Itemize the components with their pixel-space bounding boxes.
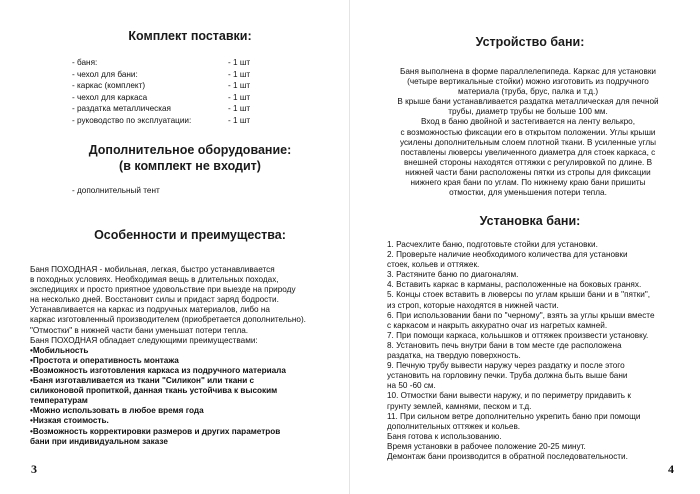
features-line: каркас изготовленный производителем (приобретается дополнительно).: [30, 315, 306, 325]
features-text: [30, 265, 335, 447]
advantage-line: •Простота и оперативность монтажа: [30, 355, 179, 365]
features-line: Баня ПОХОДНАЯ - мобильная, легкая, быстро устанавливается: [30, 265, 275, 274]
kit-item-name: - каркас (комплект): [72, 81, 146, 91]
install-line: 2. Проверьте наличие необходимого количества для установки: [387, 250, 628, 260]
kit-item-qty: - 1 шт: [228, 104, 251, 114]
advantage-line: •Возможность изготовления каркаса из подручного материала: [30, 365, 286, 375]
install-line: из строп, которые находятся в нижней части.: [387, 300, 559, 310]
page-number-left: 3: [31, 462, 37, 476]
advantage-line: температурам: [30, 396, 88, 406]
advantage-line: •Мобильность: [30, 345, 89, 355]
device-line: нижнего края бани по углам. По нижнему краю бани пришиты: [410, 178, 646, 188]
install-line: Баня готова к использованию.: [387, 431, 502, 441]
extra-equipment-title: [70, 142, 310, 174]
kit-item-qty: - 1 шт: [228, 92, 251, 102]
kit-item-qty: - 1 шт: [228, 69, 251, 79]
install-line: Демонтаж бани производится в обратной последовательности.: [387, 451, 628, 461]
device-line: с возможностью фиксации его в открытом положении. Углы крыши: [400, 127, 656, 137]
install-line: 7. При помощи каркаса, кольышков и оттяжек произвести установку.: [387, 330, 649, 340]
kit-item-name: - чехол для каркаса: [72, 92, 148, 102]
install-title: Установка бани:: [479, 214, 581, 228]
install-line: 4. Вставить каркас в карманы, расположенные на боковых гранях.: [387, 280, 642, 290]
install-line: Время установки в рабочее положение 20-25 минут.: [387, 441, 586, 451]
advantage-line: силиконовой пропиткой, данная ткань устойчива к высоким: [30, 386, 278, 396]
features-line: в походных условиях. Необходимая вещь в длительных походах,: [30, 275, 279, 285]
device-line: В крыше бани устанавливается раздатка металлическая для печной: [397, 97, 659, 107]
device-text: [378, 67, 678, 198]
install-line: стоек, кольев и оттяжек.: [387, 260, 480, 270]
extra-title-line1: Дополнительное оборудование:: [88, 143, 292, 157]
extra-title-line2: (в комплект не входит): [119, 159, 261, 173]
device-line: нижней части бани расположены пятки из стропы для фиксации: [405, 167, 651, 177]
device-line: Баня выполнена в форме параллелепипеда. Каркас для установки: [400, 67, 656, 76]
extra-item: - дополнительный тент: [72, 186, 160, 195]
device-line: Вход в баню двойной и застегивается на ленту велькро,: [420, 117, 636, 127]
install-line: установить на горловину печки. Труба должна быть выше бани: [387, 371, 628, 381]
kit-list: [72, 57, 342, 127]
install-line: грунту землей, камнями, песком и т.д.: [387, 401, 532, 411]
advantage-line: •Возможность корректировки размеров и других параметров: [30, 426, 281, 436]
install-line: 9. Печную трубу вывести наружу через раздатку и после этого: [387, 361, 625, 371]
kit-item-name: - раздатка металлическая: [72, 104, 171, 114]
kit-item: [72, 103, 342, 115]
kit-item: [72, 115, 342, 127]
install-line: 8. Установить печь внутри бани в том месте где расположена: [387, 340, 622, 350]
install-line: на 50 -60 см.: [387, 381, 436, 391]
advantage-line: •Баня изготавливается из ткани "Силикон" или ткани с: [30, 376, 255, 386]
device-line: усилены дополнительным слоем плотной ткани. В усиленные углы: [399, 137, 657, 147]
features-title: Особенности и преимущества:: [94, 228, 286, 242]
install-line: с каркасом и накрыть аккуратно очаг из нагретых камней.: [387, 320, 608, 330]
install-line: 10. Отмостки бани вывести наружу, и по периметру придавить к: [387, 391, 631, 401]
install-line: 5. Концы стоек вставить в люверсы по углам крыши бани и в "пятки",: [387, 290, 651, 300]
device-title: Устройство бани:: [475, 35, 585, 49]
kit-item: [72, 69, 342, 81]
kit-item-qty: - 1 шт: [228, 58, 251, 67]
features-line: Баня ПОХОДНАЯ обладает следующими преимуществами:: [30, 335, 258, 345]
kit-item: [72, 92, 342, 104]
device-line: материала (труба, брус, палка и т.д.): [457, 87, 599, 97]
advantage-line: •Низкая стоимость.: [30, 416, 109, 426]
kit-item: [72, 80, 342, 92]
install-steps: [387, 240, 687, 462]
install-line: раздатка, на твердую поверхность.: [387, 351, 521, 361]
device-line: отмостки, для уменьшения потери тепла.: [449, 188, 607, 198]
features-line: Устанавливается на каркас из подручных материалов, либо на: [30, 305, 270, 315]
device-line: (четыре вертикальные стойки) можно изготовить из подручного: [407, 77, 649, 87]
device-line: поставлены люверсы увеличенного диаметра для стоек каркаса, с: [400, 147, 656, 157]
kit-item-qty: - 1 шт: [228, 115, 251, 125]
kit-item: [72, 57, 342, 69]
kit-item-name: - баня:: [72, 58, 98, 67]
kit-item-name: - руководство по эксплуатации:: [72, 115, 192, 125]
page-number-right: 4: [668, 462, 674, 476]
kit-item-name: - чехол для бани:: [72, 69, 138, 79]
install-line: 1. Расчехлите баню, подготовьте стойки для установки.: [387, 240, 598, 249]
advantage-line: •Можно использовать в любое время года: [30, 406, 204, 416]
install-line: дополнительных оттяжек и кольев.: [387, 421, 521, 431]
right-page: [350, 0, 700, 494]
features-line: экспедициях и просто приятное удовольствие при выезде на природу: [30, 285, 296, 295]
features-line: на несколько дней. Восстановит силы и придаст заряд бодрости.: [30, 295, 279, 305]
install-line: 11. При сильном ветре дополнительно укрепить баню при помощи: [387, 411, 641, 421]
install-line: 3. Растяните баню по диагоналям.: [387, 270, 519, 280]
features-line: "Отмостки" в нижней части бани уменьшат потери тепла.: [30, 325, 249, 335]
kit-item-qty: - 1 шт: [228, 81, 251, 91]
device-line: трубы, диаметр трубы не больше 100 мм.: [448, 107, 608, 117]
advantage-line: бани при индивидуальном заказе: [30, 436, 168, 446]
kit-title: Комплект поставки:: [128, 29, 252, 43]
device-line: внешней стороны находятся оттяжки с регулировкой по длине. В: [403, 157, 653, 167]
install-line: 6. При использовании бани по "черному", взять за углы крыши вместе: [387, 310, 655, 320]
